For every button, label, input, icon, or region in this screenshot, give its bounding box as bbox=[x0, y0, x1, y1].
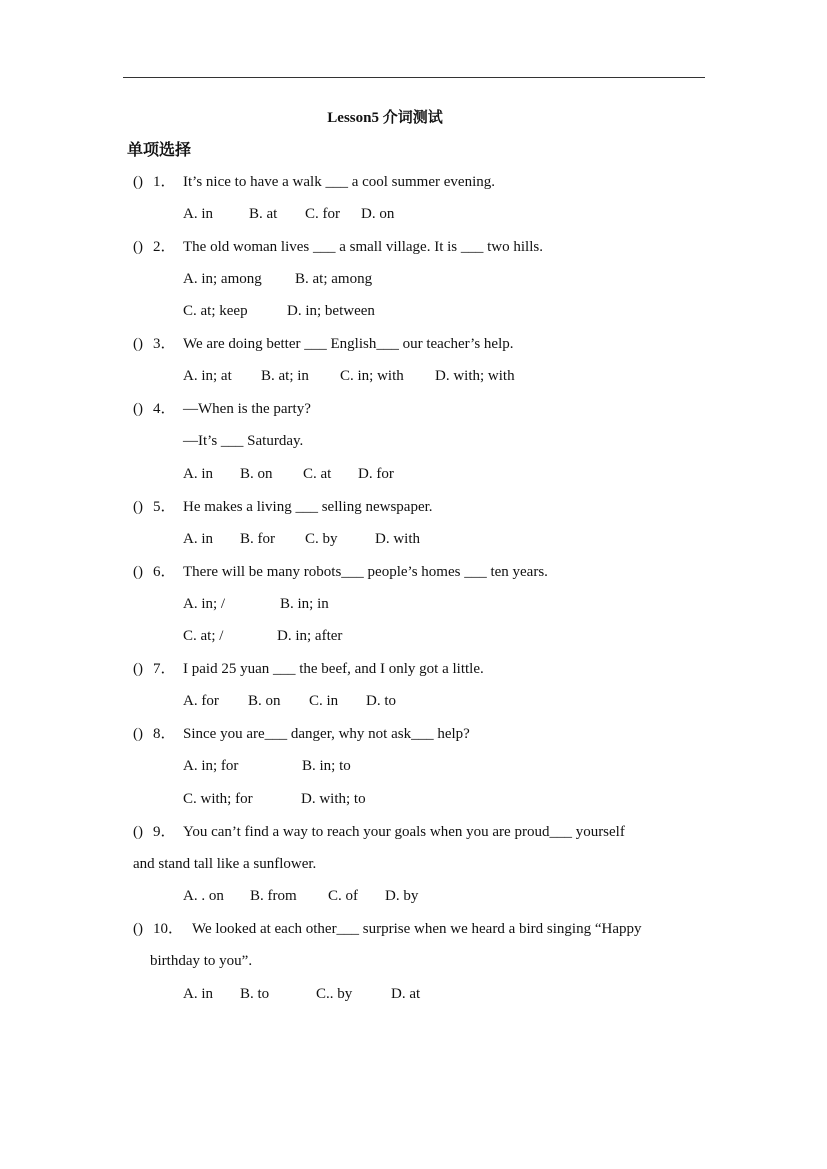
option-a: A. for bbox=[183, 693, 219, 709]
question-text: There will be many robots___ people’s homes ___ ten years. bbox=[183, 564, 548, 580]
question-8 bbox=[133, 724, 470, 744]
option-d: D. on bbox=[361, 206, 395, 222]
answer-blank[interactable]: () bbox=[133, 726, 143, 742]
options-3 bbox=[183, 366, 515, 386]
option-b: B. at; among bbox=[295, 271, 373, 287]
option-b: B. for bbox=[240, 531, 275, 547]
options-8b bbox=[183, 789, 366, 809]
answer-blank[interactable]: () bbox=[133, 336, 143, 352]
option-a: A. in; among bbox=[183, 271, 262, 287]
answer-blank[interactable]: () bbox=[133, 661, 143, 677]
options-2b bbox=[183, 301, 375, 321]
question-4-reply: —It’s ___ Saturday. bbox=[183, 433, 304, 449]
option-a: A. in bbox=[183, 466, 213, 482]
question-number: 4． bbox=[153, 401, 176, 417]
answer-blank[interactable]: () bbox=[133, 174, 143, 190]
page-title: Lesson5 介词测试 bbox=[327, 110, 443, 126]
options-7 bbox=[183, 691, 396, 711]
options-10 bbox=[183, 984, 420, 1004]
option-d: D. by bbox=[385, 888, 419, 904]
question-10-continuation: birthday to you”. bbox=[150, 953, 253, 969]
question-text: You can’t find a way to reach your goals when you are proud___ yourself bbox=[183, 824, 625, 840]
question-number: 7． bbox=[153, 661, 176, 677]
answer-blank[interactable]: () bbox=[133, 921, 143, 937]
option-c: C. with; for bbox=[183, 791, 253, 807]
question-number: 8． bbox=[153, 726, 176, 742]
option-d: D. to bbox=[366, 693, 396, 709]
question-number: 1． bbox=[153, 174, 176, 190]
question-10 bbox=[133, 919, 641, 939]
option-a: A. in; for bbox=[183, 758, 239, 774]
option-b: B. in; to bbox=[302, 758, 351, 774]
option-c: C. for bbox=[305, 206, 340, 222]
question-1 bbox=[133, 172, 495, 192]
options-8a bbox=[183, 756, 351, 776]
question-text: We looked at each other___ surprise when we heard a bird singing “Happy bbox=[192, 921, 642, 937]
options-5 bbox=[183, 529, 420, 549]
answer-blank[interactable]: () bbox=[133, 499, 143, 515]
section-heading: 单项选择 bbox=[127, 142, 192, 159]
question-7 bbox=[133, 659, 484, 679]
option-c: C. of bbox=[328, 888, 358, 904]
question-3 bbox=[133, 334, 514, 354]
option-c: C. by bbox=[305, 531, 338, 547]
question-text: I paid 25 yuan ___ the beef, and I only got a little. bbox=[183, 661, 484, 677]
option-c: C. at; / bbox=[183, 628, 224, 644]
option-c: C. at; keep bbox=[183, 303, 248, 319]
option-d: D. in; between bbox=[287, 303, 375, 319]
option-b: B. from bbox=[250, 888, 297, 904]
option-c: C. at bbox=[303, 466, 332, 482]
option-d: D. with bbox=[375, 531, 420, 547]
option-a: A. in bbox=[183, 986, 213, 1002]
option-d: D. in; after bbox=[277, 628, 343, 644]
option-a: A. in; at bbox=[183, 368, 232, 384]
option-b: B. in; in bbox=[280, 596, 329, 612]
question-9 bbox=[133, 822, 625, 842]
option-a: A. in bbox=[183, 206, 213, 222]
option-d: D. at bbox=[391, 986, 421, 1002]
question-text: It’s nice to have a walk ___ a cool summer evening. bbox=[183, 174, 495, 190]
answer-blank[interactable]: () bbox=[133, 824, 143, 840]
option-d: D. with; to bbox=[301, 791, 366, 807]
option-a: A. in; / bbox=[183, 596, 226, 612]
option-a: A. in bbox=[183, 531, 213, 547]
option-d: D. for bbox=[358, 466, 394, 482]
options-9 bbox=[183, 886, 418, 906]
question-4 bbox=[133, 399, 311, 419]
option-b: B. to bbox=[240, 986, 270, 1002]
question-text: The old woman lives ___ a small village. It is ___ two hills. bbox=[183, 239, 543, 255]
question-text: —When is the party? bbox=[183, 401, 311, 417]
question-number: 3． bbox=[153, 336, 176, 352]
option-c: C. in; with bbox=[340, 368, 404, 384]
option-d: D. with; with bbox=[435, 368, 515, 384]
question-6 bbox=[133, 562, 548, 582]
options-4 bbox=[183, 464, 394, 484]
question-text: We are doing better ___ English___ our teacher’s help. bbox=[183, 336, 514, 352]
question-number: 10． bbox=[153, 921, 184, 937]
question-text: He makes a living ___ selling newspaper. bbox=[183, 499, 433, 515]
answer-blank[interactable]: () bbox=[133, 401, 143, 417]
option-b: B. on bbox=[240, 466, 273, 482]
options-2a bbox=[183, 269, 372, 289]
option-b: B. on bbox=[248, 693, 281, 709]
question-number: 2． bbox=[153, 239, 176, 255]
option-c: C. in bbox=[309, 693, 339, 709]
question-9-continuation: and stand tall like a sunflower. bbox=[133, 856, 317, 872]
option-a: A. . on bbox=[183, 888, 224, 904]
options-1 bbox=[183, 204, 394, 224]
option-b: B. at bbox=[249, 206, 278, 222]
answer-blank[interactable]: () bbox=[133, 239, 143, 255]
options-6a bbox=[183, 594, 329, 614]
answer-blank[interactable]: () bbox=[133, 564, 143, 580]
question-number: 5． bbox=[153, 499, 176, 515]
question-5 bbox=[133, 497, 433, 517]
question-number: 9． bbox=[153, 824, 176, 840]
question-number: 6． bbox=[153, 564, 176, 580]
question-text: Since you are___ danger, why not ask___ help? bbox=[183, 726, 470, 742]
question-2 bbox=[133, 237, 543, 257]
option-c: C.. by bbox=[316, 986, 353, 1002]
options-6b bbox=[183, 626, 342, 646]
option-b: B. at; in bbox=[261, 368, 309, 384]
header-rule bbox=[123, 77, 705, 78]
